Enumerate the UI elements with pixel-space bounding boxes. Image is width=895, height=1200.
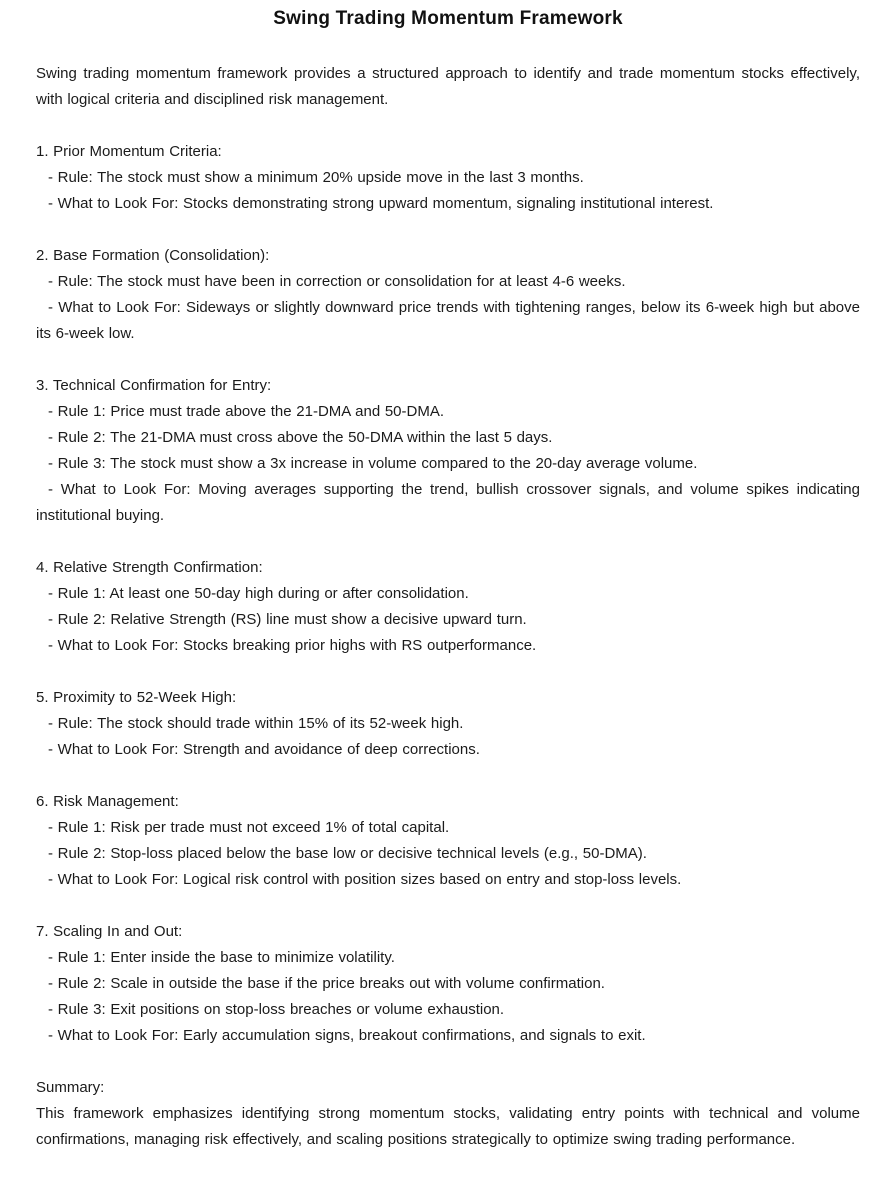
section-4-relative-strength <box>36 555 860 659</box>
section-item: - Rule: The stock should trade within 15% of its 52-week high. <box>48 715 464 732</box>
section-item: - What to Look For: Strength and avoidance of deep corrections. <box>48 741 480 758</box>
section-item: - What to Look For: Logical risk control with position sizes based on entry and stop-loss levels. <box>48 871 682 888</box>
section-item: - What to Look For: Stocks demonstrating strong upward momentum, signaling institutional interest. <box>48 195 714 212</box>
section-heading: 4. Relative Strength Confirmation: <box>36 559 263 576</box>
section-3-technical-confirmation <box>36 373 860 529</box>
section-7-scaling-in-out <box>36 919 860 1049</box>
section-item: - Rule 1: Risk per trade must not exceed 1% of total capital. <box>48 819 450 836</box>
section-item: - What to Look For: Sideways or slightly downward price trends with tightening ranges, below its 6-week high but above its 6-week low. <box>36 299 860 342</box>
section-item: - Rule: The stock must show a minimum 20% upside move in the last 3 months. <box>48 169 584 186</box>
section-item: - Rule 1: Price must trade above the 21-DMA and 50-DMA. <box>48 403 445 420</box>
section-5-proximity-52-week-high <box>36 685 860 763</box>
summary-heading: Summary: <box>36 1079 105 1096</box>
section-item: - What to Look For: Moving averages supporting the trend, bullish crossover signals, and volume spikes indicating institutional buying. <box>36 481 860 524</box>
section-heading: 3. Technical Confirmation for Entry: <box>36 377 272 394</box>
section-item: - Rule 1: Enter inside the base to minimize volatility. <box>48 949 395 966</box>
summary-paragraph: This framework emphasizes identifying strong momentum stocks, validating entry points with technical and volume confirmations, managing risk effectively, and scaling positions strategically to optimize swing trading performance. <box>36 1105 860 1148</box>
section-item: - Rule 3: Exit positions on stop-loss breaches or volume exhaustion. <box>48 1001 505 1018</box>
section-item: - Rule 2: The 21-DMA must cross above the 50-DMA within the last 5 days. <box>48 429 553 446</box>
section-item: - What to Look For: Early accumulation signs, breakout confirmations, and signals to exit. <box>48 1027 646 1044</box>
intro-paragraph: Swing trading momentum framework provides a structured approach to identify and trade momentum stocks effectively, with logical criteria and disciplined risk management. <box>36 65 860 108</box>
section-item: - Rule 2: Stop-loss placed below the base low or decisive technical levels (e.g., 50-DMA). <box>48 845 647 862</box>
section-item: - What to Look For: Stocks breaking prior highs with RS outperformance. <box>48 637 537 654</box>
section-heading: 6. Risk Management: <box>36 793 179 810</box>
section-item: - Rule: The stock must have been in correction or consolidation for at least 4-6 weeks. <box>48 273 626 290</box>
section-item: - Rule 1: At least one 50-day high during or after consolidation. <box>48 585 469 602</box>
section-6-risk-management <box>36 789 860 893</box>
section-item: - Rule 3: The stock must show a 3x increase in volume compared to the 20-day average volume. <box>48 455 698 472</box>
section-heading: 2. Base Formation (Consolidation): <box>36 247 270 264</box>
section-heading: 5. Proximity to 52-Week High: <box>36 689 237 706</box>
section-heading: 7. Scaling In and Out: <box>36 923 183 940</box>
intro-section <box>36 61 860 113</box>
summary-section <box>36 1075 860 1153</box>
document-title: Swing Trading Momentum Framework <box>273 8 623 29</box>
section-item: - Rule 2: Scale in outside the base if the price breaks out with volume confirmation. <box>48 975 605 992</box>
section-1-prior-momentum <box>36 139 860 217</box>
section-item: - Rule 2: Relative Strength (RS) line must show a decisive upward turn. <box>48 611 527 628</box>
section-heading: 1. Prior Momentum Criteria: <box>36 143 222 160</box>
section-2-base-formation <box>36 243 860 347</box>
